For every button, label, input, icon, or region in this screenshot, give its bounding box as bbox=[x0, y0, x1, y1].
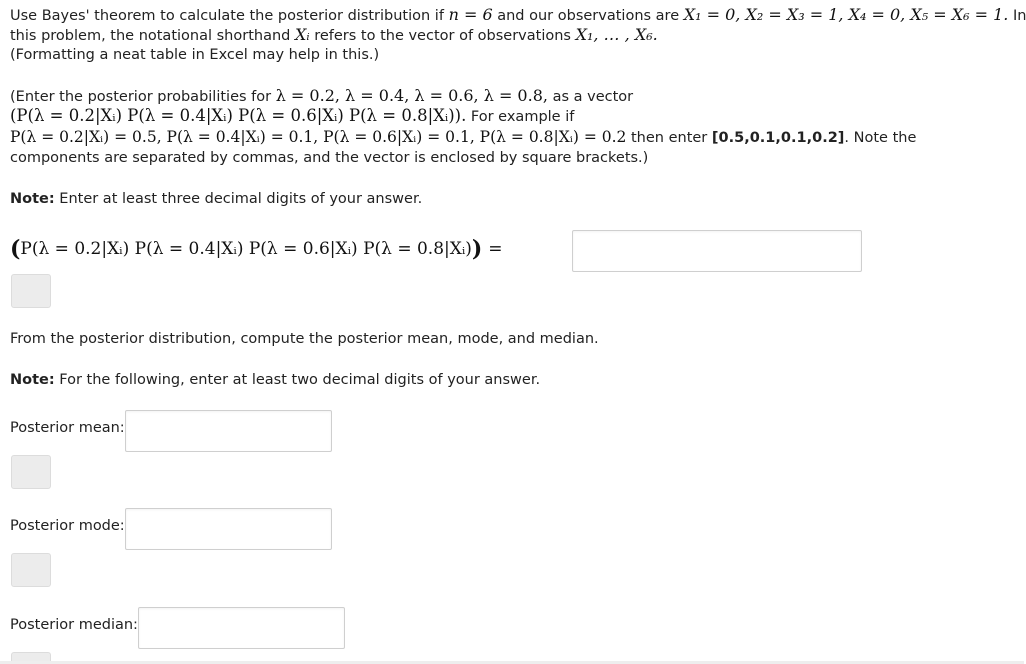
intro-line-3: (Formatting a neat table in Excel may help in this.) bbox=[10, 47, 380, 63]
posterior-median-input[interactable] bbox=[138, 607, 345, 649]
posterior-mode-input[interactable] bbox=[125, 508, 332, 550]
part-2-text: From the posterior distribution, compute the posterior mean, mode, and median. bbox=[10, 331, 599, 347]
example-math: P(λ = 0.2|Xᵢ) = 0.5, P(λ = 0.4|Xᵢ) = 0.1, P(λ = 0.6|Xᵢ) = 0.1, P(λ = 0.8|Xᵢ) = 0.2 bbox=[10, 128, 627, 146]
example-answer: [0.5,0.1,0.1,0.2] bbox=[711, 130, 845, 146]
instructions-text: . Note the bbox=[844, 130, 917, 146]
note-text: For the following, enter at least two decimal digits of your answer. bbox=[59, 372, 541, 388]
submit-button-mean[interactable] bbox=[11, 455, 51, 489]
submit-button-mode[interactable] bbox=[11, 553, 51, 587]
note-label: Note: bbox=[10, 372, 55, 388]
observations-math: X₁ = 0, X₂ = X₃ = 1, X₄ = 0, X₅ = X₆ = 1. bbox=[683, 5, 1009, 24]
open-paren: ( bbox=[10, 236, 21, 262]
intro-line-1 bbox=[10, 5, 1026, 26]
intro-text: In bbox=[1012, 8, 1026, 24]
question-1-expression bbox=[10, 236, 503, 262]
posterior-mean-label: Posterior mean: bbox=[10, 420, 125, 436]
posterior-mean-input[interactable] bbox=[125, 410, 332, 452]
instructions-line-4: components are separated by commas, and the vector is enclosed by square brackets.) bbox=[10, 150, 649, 166]
submit-button-vector[interactable] bbox=[11, 274, 51, 308]
instructions-text: (Enter the posterior probabilities for bbox=[10, 89, 272, 105]
instructions-line-1 bbox=[10, 86, 633, 107]
intro-text: this problem, the notational shorthand bbox=[10, 28, 291, 44]
instructions-line-3 bbox=[10, 127, 916, 148]
vector-expression: (P(λ = 0.2|Xᵢ) P(λ = 0.4|Xᵢ) P(λ = 0.6|Xᵢ) P(λ = 0.8|Xᵢ)). bbox=[10, 106, 467, 125]
answer-input-vector[interactable] bbox=[572, 230, 862, 272]
instructions-text: as a vector bbox=[552, 89, 634, 105]
n-math: n = 6 bbox=[448, 5, 493, 24]
intro-text: and our observations are bbox=[497, 8, 680, 24]
instructions-text: then enter bbox=[631, 130, 708, 146]
posterior-median-label: Posterior median: bbox=[10, 617, 138, 633]
instructions-line-2 bbox=[10, 106, 574, 127]
xi-math: Xᵢ bbox=[294, 25, 310, 44]
note-2 bbox=[10, 370, 540, 390]
lambdas-math: λ = 0.2, λ = 0.4, λ = 0.6, λ = 0.8, bbox=[275, 86, 548, 105]
intro-line-2 bbox=[10, 25, 658, 46]
instructions-text: For example if bbox=[470, 109, 575, 125]
close-paren: ) bbox=[471, 236, 483, 262]
question-1-vector: P(λ = 0.2|Xᵢ) P(λ = 0.4|Xᵢ) P(λ = 0.6|Xᵢ) P(λ = 0.8|Xᵢ) bbox=[20, 239, 472, 259]
posterior-mode-label: Posterior mode: bbox=[10, 518, 125, 534]
vector-math: X₁, … , X₆. bbox=[575, 25, 658, 44]
note-text: Enter at least three decimal digits of your answer. bbox=[59, 191, 423, 207]
intro-text: refers to the vector of observations bbox=[314, 28, 571, 44]
intro-text: Use Bayes' theorem to calculate the posterior distribution if bbox=[10, 8, 444, 24]
equals-sign: = bbox=[488, 239, 503, 259]
note-1 bbox=[10, 189, 422, 209]
note-label: Note: bbox=[10, 191, 55, 207]
